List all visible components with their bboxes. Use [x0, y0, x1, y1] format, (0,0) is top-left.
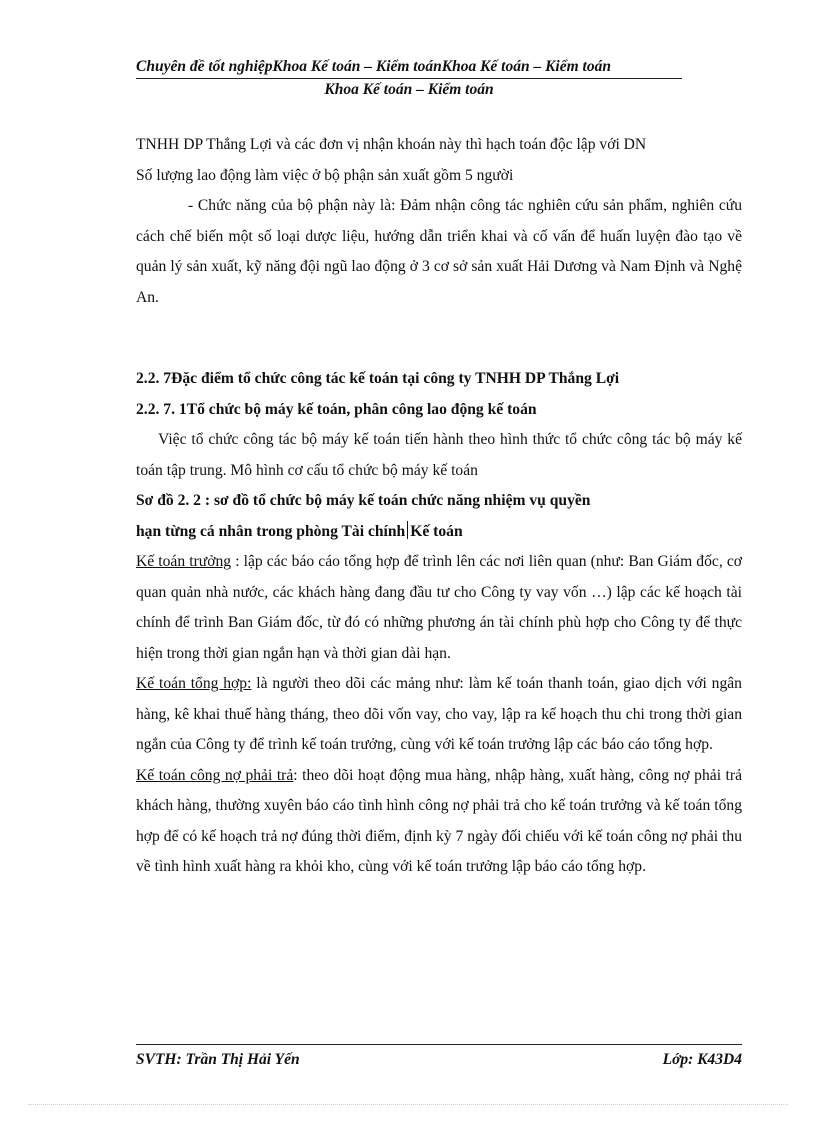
role-label: Kế toán tổng hợp:: [136, 675, 252, 692]
subsection-heading: 2.2. 7. 1Tổ chức bộ máy kế toán, phân công lao động kế toán: [136, 400, 537, 418]
footer-rule: [136, 1044, 742, 1045]
role-payables-accountant: [136, 761, 742, 883]
paragraph-intro: Việc tổ chức công tác bộ máy kế toán tiến hành theo hình thức tổ chức công tác bộ máy kế toán tập trung. Mô hình cơ cấu tổ chức bộ máy kế toán: [136, 431, 742, 479]
footer-student: SVTH: Trần Thị Hải Yến: [136, 1051, 300, 1068]
header-subtitle: Khoa Kế toán – Kiểm toán: [324, 81, 494, 98]
paragraph-2: Số lượng lao động làm việc ở bộ phận sản xuất gồm 5 người: [136, 166, 514, 184]
header-title: Chuyên đề tốt nghiệpKhoa Kế toán – Kiểm toánKhoa Kế toán – Kiểm toán: [136, 58, 611, 75]
caption-text-a: hạn từng cá nhân trong phòng Tài chính: [136, 522, 406, 540]
role-general-accountant: [136, 669, 742, 761]
text-cursor: [407, 521, 408, 539]
spacer: [136, 344, 742, 364]
spacer: [136, 313, 742, 344]
role-description: : lập các báo cáo tổng hợp để trình lên các nơi liên quan (như: Ban Giám đốc, cơ quan quản nhà nước, các khách hàng đang đầu tư cho Công ty vay vốn …) lập các kế hoạch tài chính để trình Ban Giám đốc, từ đó có những phương án tài chính phù hợp cho Công ty để thực hiện trong thời gian ngắn hạn và thời gian dài hạn.: [136, 553, 742, 662]
document-body: [136, 130, 742, 883]
section-heading: 2.2. 7Đặc điểm tổ chức công tác kế toán tại công ty TNHH DP Thắng Lợi: [136, 370, 620, 387]
page-footer: [136, 1044, 742, 1069]
paragraph-1: TNHH DP Thắng Lợi và các đơn vị nhận khoán này thì hạch toán độc lập với DN: [136, 136, 647, 153]
role-description: : theo dõi hoạt động mua hàng, nhập hàng, xuất hàng, công nợ phải trả khách hàng, thường xuyên báo cáo tình hình công nợ phải trả cho kế toán trưởng và kế toán tổng hợp để có kế hoạch trả nợ đúng thời điểm, định kỳ 7 ngày đối chiếu với kế toán công nợ phải thu về tình hình xuất hàng ra khỏi kho, cùng với kế toán trưởng lập báo cáo tổng hợp.: [136, 766, 742, 875]
footer-class: Lớp: K43D4: [662, 1051, 742, 1068]
paragraph-function: - Chức năng của bộ phận này là: Đảm nhận công tác nghiên cứu sản phẩm, nghiên cứu cách chế biến một số loại dược liệu, hướng dẫn triển khai và cố vấn để huấn luyện đào tạo về quản lý sản xuất, kỹ năng đội ngũ lao động ở 3 cơ sở sản xuất Hải Dương và Nam Định và Nghệ An.: [136, 197, 742, 306]
diagram-caption-line2: [136, 517, 742, 548]
role-label: Kế toán công nợ phải trả: [136, 766, 294, 784]
role-chief-accountant: [136, 547, 742, 669]
diagram-caption: Sơ đồ 2. 2 : sơ đồ tổ chức bộ máy kế toán chức năng nhiệm vụ quyền: [136, 492, 591, 509]
page-header: [136, 56, 682, 101]
page-edge-divider: [28, 1104, 788, 1105]
role-label: Kế toán trưởng: [136, 553, 232, 570]
caption-text-b: Kế toán: [410, 522, 463, 540]
role-description: là người theo dõi các mảng như: làm kế toán thanh toán, giao dịch với ngân hàng, kê khai thuế hàng tháng, theo dõi vốn vay, cho vay, lập ra kế hoạch thu chi trong thời gian ngắn của Công ty để trình kế toán trưởng, cùng với kế toán trưởng lập các báo cáo tổng hợp.: [136, 675, 742, 753]
